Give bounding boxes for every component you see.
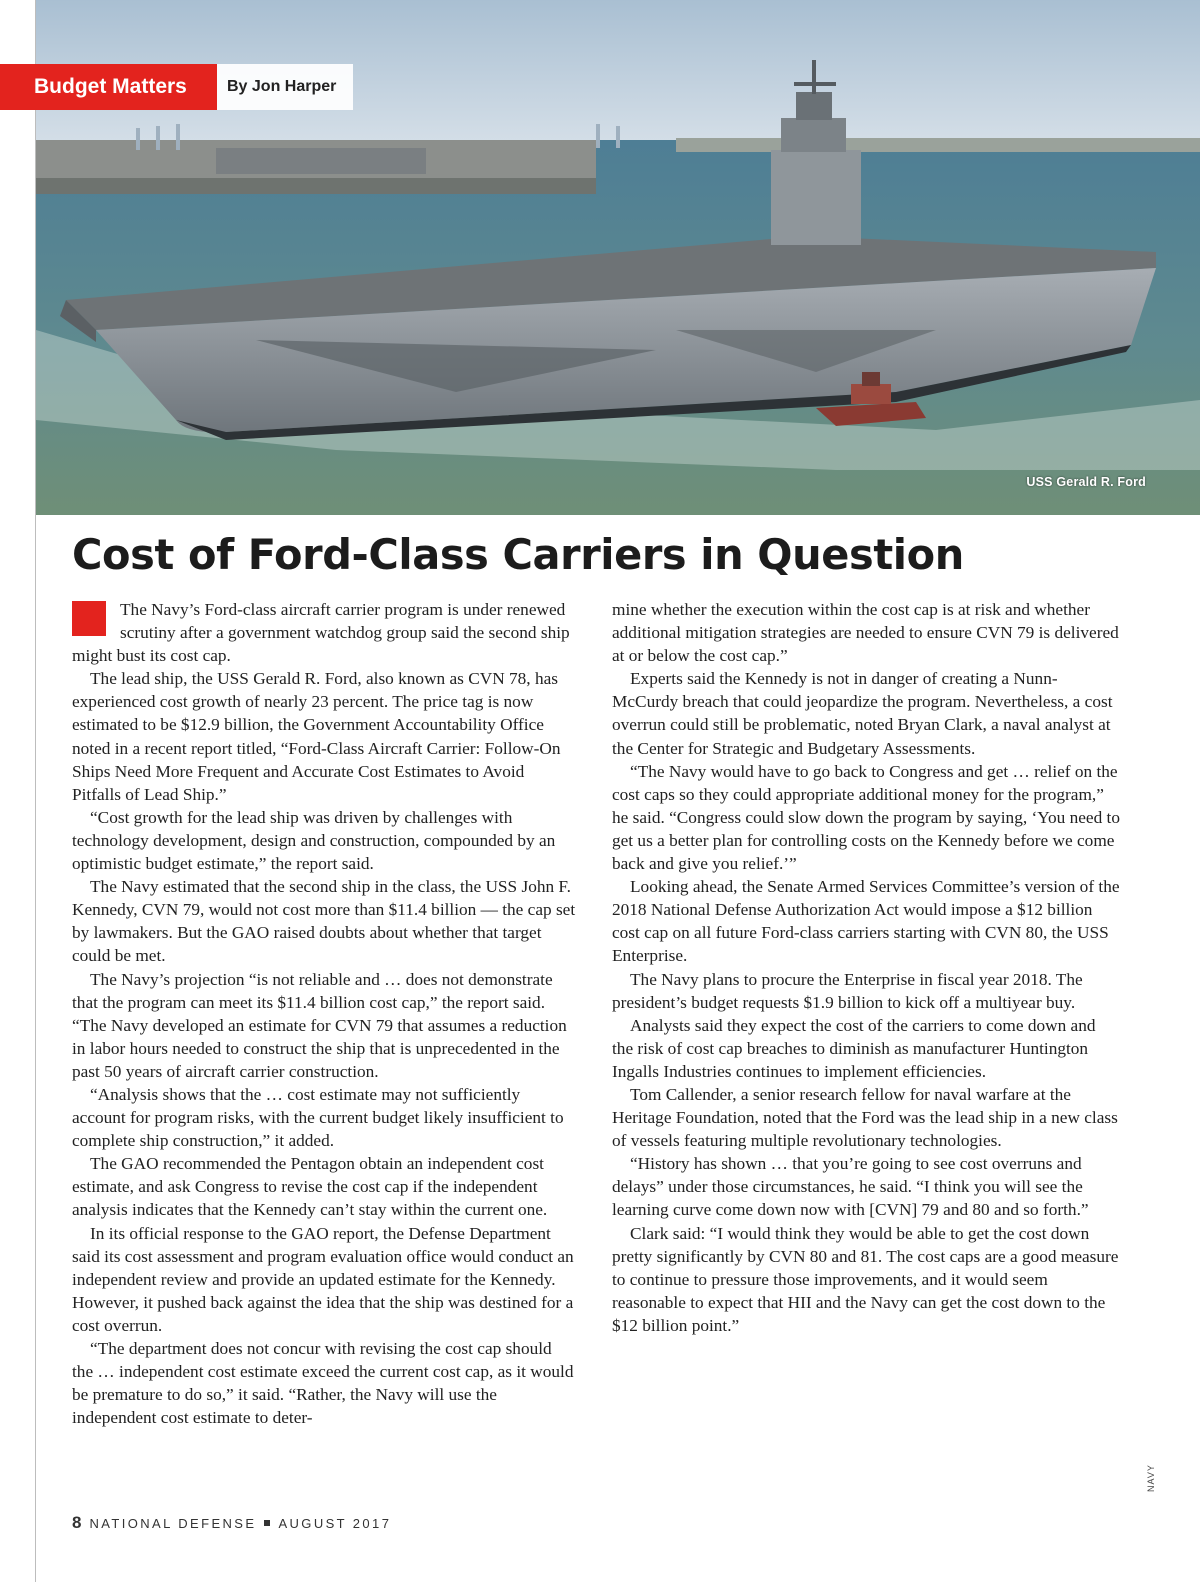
paragraph: “The department does not concur with revising the cost cap should the … independent cost estimate exceed the current cost cap, as it would be premature to do so,” it said. “Rather, the Navy will use the independent cost estimate to deter- (72, 1339, 574, 1428)
photo-caption: USS Gerald R. Ford (1026, 475, 1146, 489)
paragraph: The Navy’s projection “is not reliable and … does not demonstrate that the program can meet its $11.4 billion cost cap,” the report said. “The Navy developed an estimate for CVN 79 that assumes a reduction in labor hours needed to construct the ship that is unprecedented in the past 50 years of aircraft carrier construction. (72, 969, 567, 1081)
article-column-right (612, 598, 1120, 1337)
photo-credit: NAVY (1146, 1464, 1156, 1492)
paragraph: Tom Callender, a senior research fellow for naval warfare at the Heritage Foundation, noted that the Ford was the lead ship in a new class of vessels featuring multiple revolutionary technologies. (612, 1084, 1118, 1151)
section-label: Budget Matters (0, 64, 217, 110)
paragraph-text: The Navy’s Ford-class aircraft carrier program is under renewed scrutiny after a government watchdog group said the second ship might bust its cost cap. (72, 600, 570, 666)
paragraph (72, 598, 577, 667)
paragraph: mine whether the execution within the cost cap is at risk and whether additional mitigation strategies are needed to ensure CVN 79 is delivered at or below the cost cap.” (612, 600, 1119, 666)
footer-separator (264, 1520, 270, 1526)
paragraph: “Cost growth for the lead ship was driven by challenges with technology development, design and construction, compounded by an optimistic budget estimate,” the report said. (72, 807, 556, 874)
byline: By Jon Harper (217, 64, 353, 110)
paragraph: Experts said the Kennedy is not in danger of creating a Nunn-McCurdy breach that could jeopardize the program. Nevertheless, a cost overrun could still be problematic, noted Bryan Clark, a naval analyst at the Center for Strategic and Budgetary Assessments. (612, 669, 1113, 758)
headline: Cost of Ford-Class Carriers in Question (72, 530, 964, 579)
paragraph: The Navy plans to procure the Enterprise in fiscal year 2018. The president’s budget requests $1.9 billion to kick off a multiyear buy. (612, 969, 1083, 1012)
paragraph: “History has shown … that you’re going to see cost overruns and delays” under those circumstances, he said. “I think you will see the learning curve come down now with [CVN] 79 and 80 and so forth.” (612, 1154, 1089, 1220)
paragraph: “The Navy would have to go back to Congress and get … relief on the cost caps so they could appropriate additional money for the program,” he said. “Congress could slow down the program by saying, ‘You need to get us a better plan for controlling costs on the Kennedy before we come back and give you relief.’” (612, 761, 1120, 874)
drop-square-ornament (72, 601, 106, 636)
issue-date: AUGUST 2017 (278, 1516, 392, 1531)
publication-name: NATIONAL DEFENSE (89, 1516, 257, 1531)
paragraph: “Analysis shows that the … cost estimate may not sufficiently account for program risks, with the current budget likely insufficient to complete ship construction,” it added. (72, 1084, 564, 1151)
paragraph: In its official response to the GAO report, the Defense Department said its cost assessment and program evaluation office would conduct an independent review and provide an updated estimate for the Kennedy. However, it pushed back against the idea that the ship was destined for a cost overrun. (72, 1223, 574, 1335)
paragraph: The GAO recommended the Pentagon obtain an independent cost estimate, and ask Congress to revise the cost cap if the independent analysis indicates that the Kennedy can’t stay within the current one. (72, 1154, 548, 1220)
paragraph: The lead ship, the USS Gerald R. Ford, also known as CVN 78, has experienced cost growth of nearly 23 percent. The price tag is now estimated to be $12.9 billion, the Government Accountability Office noted in a recent report titled, “Ford-Class Aircraft Carrier: Follow-On Ships Need More Frequent and Accurate Cost Estimates to Avoid Pitfalls of Lead Ship.” (72, 669, 561, 804)
paragraph: Clark said: “I would think they would be able to get the cost down pretty significantly by CVN 80 and 81. The cost caps are a good measure to continue to pressure those improvements, and it would seem reasonable to expect that HII and the Navy can get the cost down to the $12 billion point.” (612, 1223, 1119, 1335)
page-footer (72, 1513, 391, 1533)
article-column-left (72, 598, 577, 1429)
paragraph: Looking ahead, the Senate Armed Services Committee’s version of the 2018 National Defense Authorization Act would impose a $12 billion cost cap on all future Ford-class carriers starting with CVN 80, the USS Enterprise. (612, 877, 1120, 966)
paragraph: The Navy estimated that the second ship in the class, the USS John F. Kennedy, CVN 79, would not cost more than $11.4 billion — the cap set by lawmakers. But the GAO raised doubts about whether that target could be met. (72, 877, 576, 966)
page-number: 8 (72, 1513, 82, 1532)
paragraph: Analysts said they expect the cost of the carriers to come down and the risk of cost cap breaches to diminish as manufacturer Huntington Ingalls Industries continues to implement efficiencies. (612, 1015, 1096, 1081)
